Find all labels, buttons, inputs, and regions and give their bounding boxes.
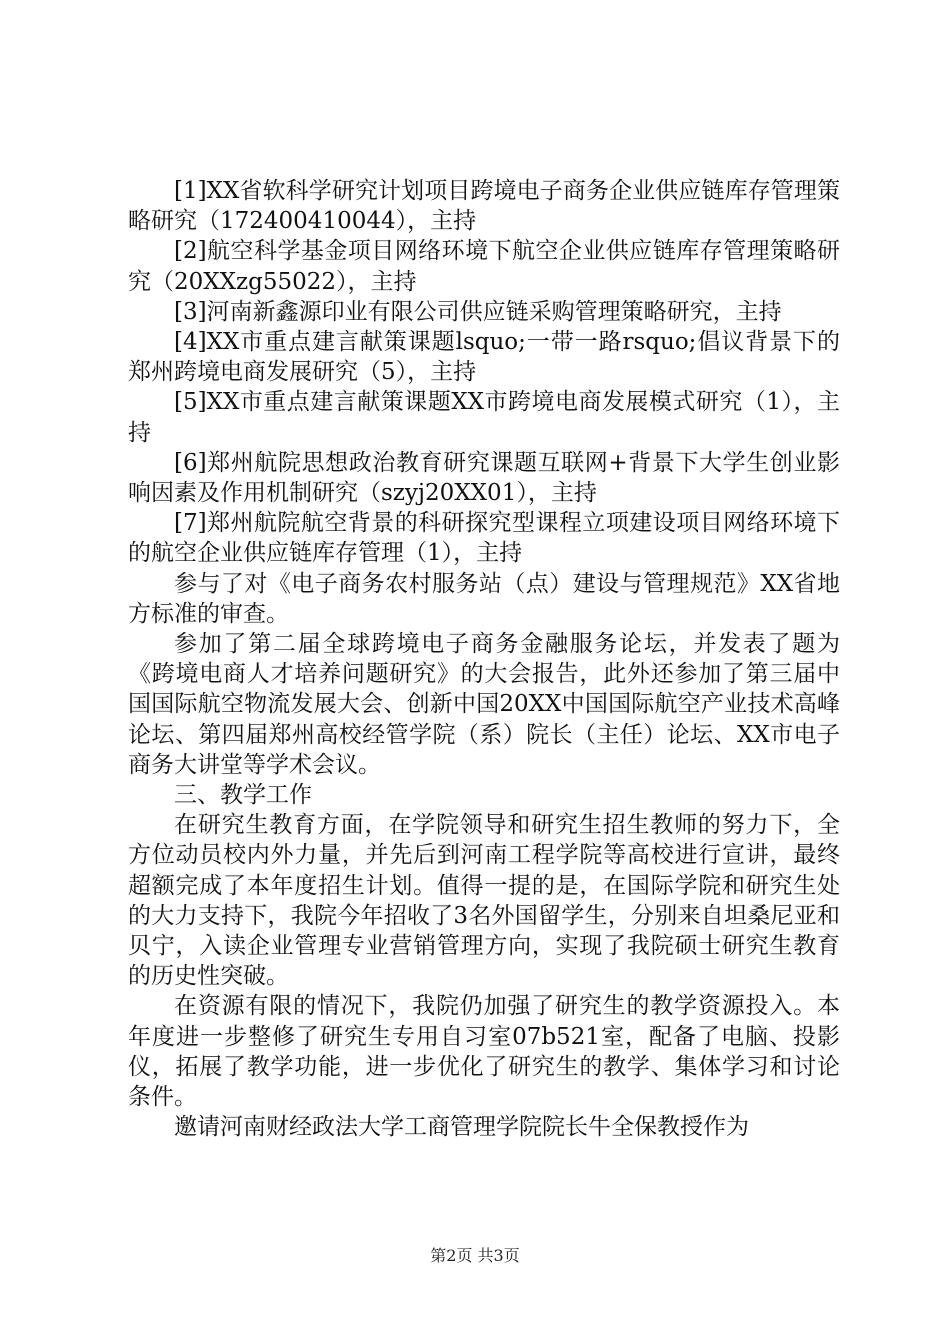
paragraph-project-6: [6]郑州航院思想政治教育研究课题互联网+背景下大学生创业影响因素及作用机制研究（szyj20XX01），主持 [128, 449, 840, 507]
paragraph-invitation: 邀请河南财经政法大学工商管理学院院长牛全保教授作为 [174, 1114, 749, 1141]
document-body [128, 176, 840, 1143]
paragraph-project-4: [4]XX市重点建言献策课题lsquo;一带一路rsquo;倡议背景下的郑州跨境电商发展研究（5），主持 [128, 329, 840, 386]
paragraph-project-7: [7]郑州航院航空背景的科研探究型课程立项建设项目网络环境下的航空企业供应链库存管理（1），主持 [128, 510, 840, 567]
paragraph-project-1: [1]XX省软科学研究计划项目跨境电子商务企业供应链库存管理策略研究（172400410044），主持 [128, 178, 840, 235]
section-heading-teaching: 三、教学工作 [174, 782, 312, 809]
paragraph-graduate-enrollment: 在研究生教育方面，在学院领导和研究生招生教师的努力下，全方位动员校内外力量，并先后到河南工程学院等高校进行宣讲，最终超额完成了本年度招生计划。值得一提的是，在国际学院和研究生处的大力支持下，我院今年招收了3名外国留学生，分别来自坦桑尼亚和贝宁，入读企业管理专业营销管理方向，实现了我院硕士研究生教育的历史性突破。 [128, 812, 840, 990]
paragraph-project-3: [3]河南新鑫源印业有限公司供应链采购管理策略研究，主持 [174, 298, 782, 325]
paragraph-project-5: [5]XX市重点建言献策课题XX市跨境电商发展模式研究（1），主持 [128, 389, 840, 446]
paragraph-project-2: [2]航空科学基金项目网络环境下航空企业供应链库存管理策略研究（20XXzg55022），主持 [128, 238, 840, 295]
page-number-footer: 第2页 共3页 [430, 1246, 520, 1265]
paragraph-teaching-resources: 在资源有限的情况下，我院仍加强了研究生的教学资源投入。本年度进一步整修了研究生专用自习室07b521室，配备了电脑、投影仪，拓展了教学功能，进一步优化了研究生的教学、集体学习和讨论条件。 [128, 993, 840, 1111]
paragraph-conferences: 参加了第二届全球跨境电子商务金融服务论坛，并发表了题为《跨境电商人才培养问题研究》的大会报告，此外还参加了第三届中国国际航空物流发展大会、创新中国20XX中国国际航空产业技术高峰论坛、第四届郑州高校经管学院（系）院长（主任）论坛、XX市电子商务大讲堂等学术会议。 [128, 631, 840, 778]
paragraph-standard-review: 参与了对《电子商务农村服务站（点）建设与管理规范》XX省地方标准的审查。 [128, 570, 840, 627]
